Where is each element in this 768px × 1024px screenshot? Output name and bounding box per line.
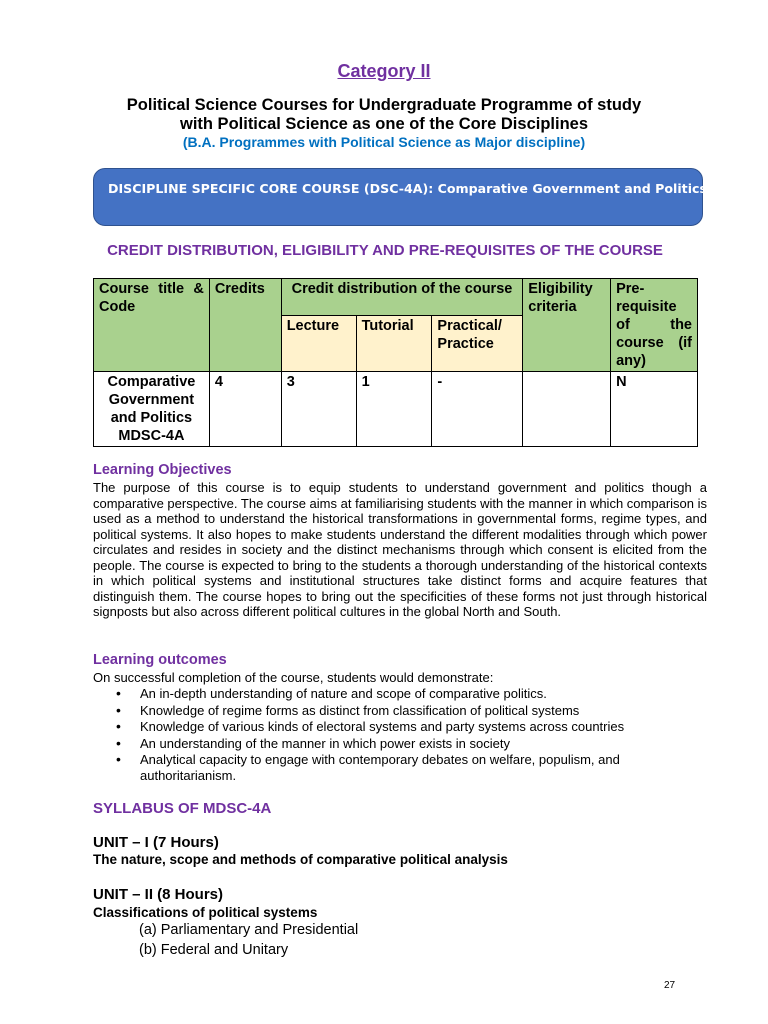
dsc-banner-text: DISCIPLINE SPECIFIC CORE COURSE (DSC-4A): Comparative Government and Politics xyxy=(108,181,707,196)
cell-prerequisite: N xyxy=(611,372,698,447)
header-lecture: Lecture xyxy=(281,316,356,372)
header-credit-distribution: Credit distribution of the course xyxy=(281,279,523,316)
document-title-line-2: with Political Science as one of the Core Disciplines xyxy=(179,115,589,133)
syllabus-heading: SYLLABUS OF MDSC-4A xyxy=(93,800,272,817)
page-number: 27 xyxy=(664,980,676,991)
learning-objectives-text: The purpose of this course is to equip students to understand government and politics though a comparative perspective. The course aims at familiarising students with the manner in which comparison is used as a method to understand the historical transformations in governmental forms, regime types, and political systems. It also hopes to make students understand the different modalities through which power circulates and resides in society and the distinct mechanisms through which consent is elicited from the people. The course is expected to bring to the students a thorough understanding of the historical contexts in which political systems and institutional structures take distinct forms and acquire features that distinguish them. The course hopes to bring out the specificities of these forms not just through historical signposts but also across different political cultures in the global North and South. xyxy=(93,480,707,619)
document-title-line-1: Political Science Courses for Undergraduate Programme of study xyxy=(126,96,642,114)
header-credits: Credits xyxy=(209,279,281,372)
credit-distribution-heading: CREDIT DISTRIBUTION, ELIGIBILITY AND PRE-REQUISITES OF THE COURSE xyxy=(107,242,663,259)
list-item: • An in-depth understanding of nature and scope of comparative politics. xyxy=(140,686,693,702)
header-course-title: Course title & Code xyxy=(94,279,210,372)
list-item: • Knowledge of regime forms as distinct from classification of political systems xyxy=(140,703,693,719)
list-item: • Knowledge of various kinds of electoral systems and party systems across countries xyxy=(140,719,693,735)
unit-2-title: UNIT – II (8 Hours) xyxy=(93,886,224,903)
table-header-row xyxy=(94,279,698,316)
header-prerequisite: Pre-requisite of the course (if any) xyxy=(611,279,698,372)
cell-practical: - xyxy=(432,372,523,447)
unit-2-item: (a) Parliamentary and Presidential xyxy=(139,922,359,938)
learning-outcomes-intro: On successful completion of the course, students would demonstrate: xyxy=(93,670,494,685)
cell-course-title: Comparative Government and Politics MDSC-4A xyxy=(94,372,210,447)
learning-outcomes-list xyxy=(93,686,693,784)
header-practical: Practical/ Practice xyxy=(432,316,523,372)
unit-2-subtitle: Classifications of political systems xyxy=(93,905,318,920)
cell-eligibility xyxy=(523,372,611,447)
document-subtitle: (B.A. Programmes with Political Science as Major discipline) xyxy=(182,134,586,150)
unit-1-title: UNIT – I (7 Hours) xyxy=(93,834,219,851)
credit-distribution-table xyxy=(93,278,698,447)
list-item: • An understanding of the manner in which power exists in society xyxy=(140,736,693,752)
unit-1-subtitle: The nature, scope and methods of comparative political analysis xyxy=(93,852,508,867)
learning-outcomes-heading: Learning outcomes xyxy=(93,652,227,668)
list-item: • Analytical capacity to engage with contemporary debates on welfare, populism, and authoritarianism. xyxy=(140,752,693,783)
learning-objectives-heading: Learning Objectives xyxy=(93,462,232,478)
cell-credits: 4 xyxy=(209,372,281,447)
category-heading: Category II xyxy=(337,61,431,81)
header-eligibility: Eligibility criteria xyxy=(523,279,611,372)
dsc-banner xyxy=(93,168,707,226)
header-tutorial: Tutorial xyxy=(356,316,432,372)
table-row xyxy=(94,372,698,447)
cell-lecture: 3 xyxy=(281,372,356,447)
cell-tutorial: 1 xyxy=(356,372,432,447)
unit-2-item: (b) Federal and Unitary xyxy=(139,942,289,958)
